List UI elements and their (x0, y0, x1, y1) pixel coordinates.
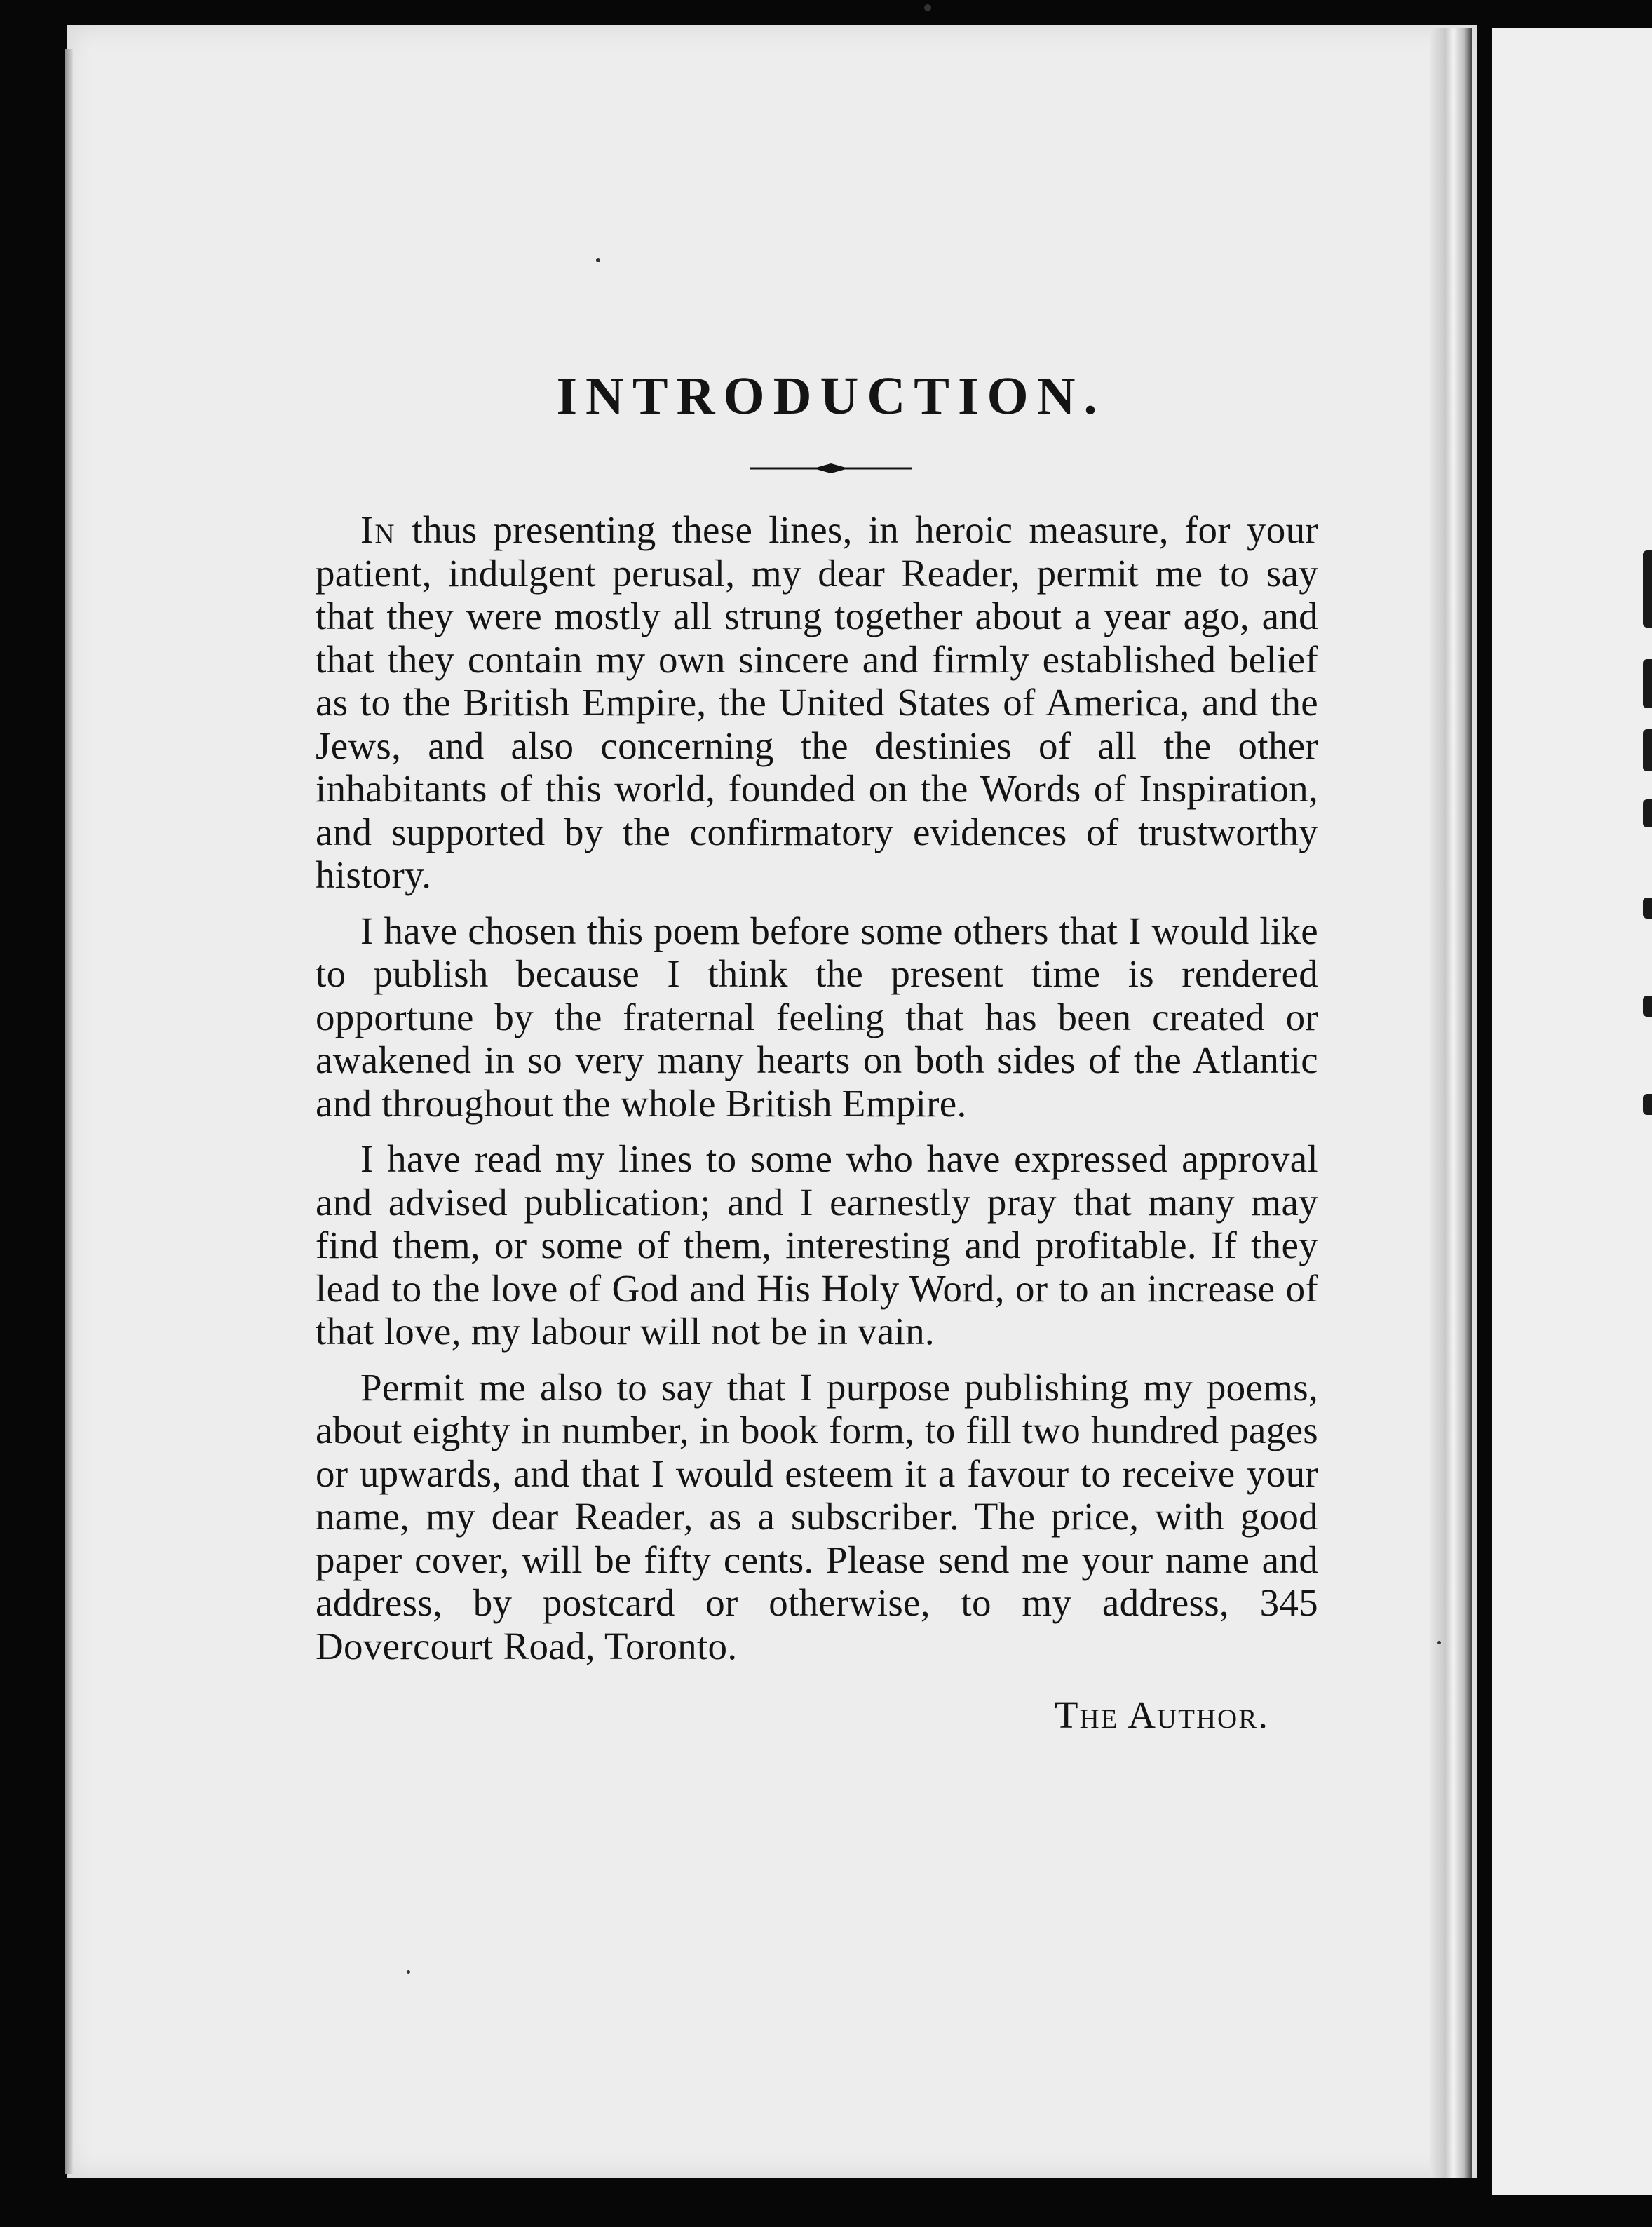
facing-page-glyph (1643, 729, 1652, 771)
scan-speck (924, 4, 931, 11)
title-divider-ornament (750, 461, 912, 476)
facing-page-glyph (1643, 799, 1652, 827)
facing-page-edge (1492, 28, 1652, 2195)
facing-page-glyph (1643, 996, 1652, 1017)
scan-speck (407, 1970, 410, 1974)
lead-word: In (360, 508, 396, 552)
body-text (316, 508, 1318, 1667)
page-right-edge (1430, 28, 1472, 2178)
page-title: INTRODUCTION. (556, 367, 1106, 426)
scan-speck (596, 258, 600, 262)
introduction-section (316, 365, 1318, 1737)
paragraph-1-text: thus presenting these lines, in heroic measure, for your patient, indulgent perusal, my dear Reader, permit me to say that they were mostly all strung together about a year ago, and that they contain my own sincere and firmly established belief as to the British Empire, the United States of America, and the Jews, and also concerning the destinies of all the other inhabitants of this world, founded on the Words of Inspiration, and supported by the confirmatory evidences of trustworthy history. (316, 508, 1318, 897)
facing-page-glyph (1643, 550, 1652, 628)
paragraph-3: I have read my lines to some who have expressed approval and advised publication; and I earnestly pray that many may find them, or some of them, interesting and profitable. If they lead to the love of God and His Holy Word, or to an increase of that love, my labour will not be in vain. (316, 1137, 1318, 1353)
scan-speck (1437, 1641, 1441, 1644)
paragraph-1 (316, 508, 1318, 897)
facing-page-glyph (1643, 1094, 1652, 1115)
paragraph-4: Permit me also to say that I purpose publishing my poems, about eighty in number, in book form, to fill two hundred pages or upwards, and that I would esteem it a favour to receive your name, my dear Reader, as a subscriber. The price, with good paper cover, will be fifty cents. Please send me your name and address, by postcard or otherwise, to my address, 345 Dovercourt Road, Toronto. (316, 1365, 1318, 1667)
author-signature: The Author. (1054, 1693, 1269, 1737)
paragraph-2: I have chosen this poem before some others that I would like to publish because I think the present time is rendered opportune by the fraternal feeling that has been created or awakened in so very many hearts on both sides of the Atlantic and throughout the whole British Empire. (316, 909, 1318, 1125)
facing-page-glyph (1643, 659, 1652, 708)
facing-page-glyph (1643, 898, 1652, 919)
page-left-edge (65, 49, 73, 2174)
